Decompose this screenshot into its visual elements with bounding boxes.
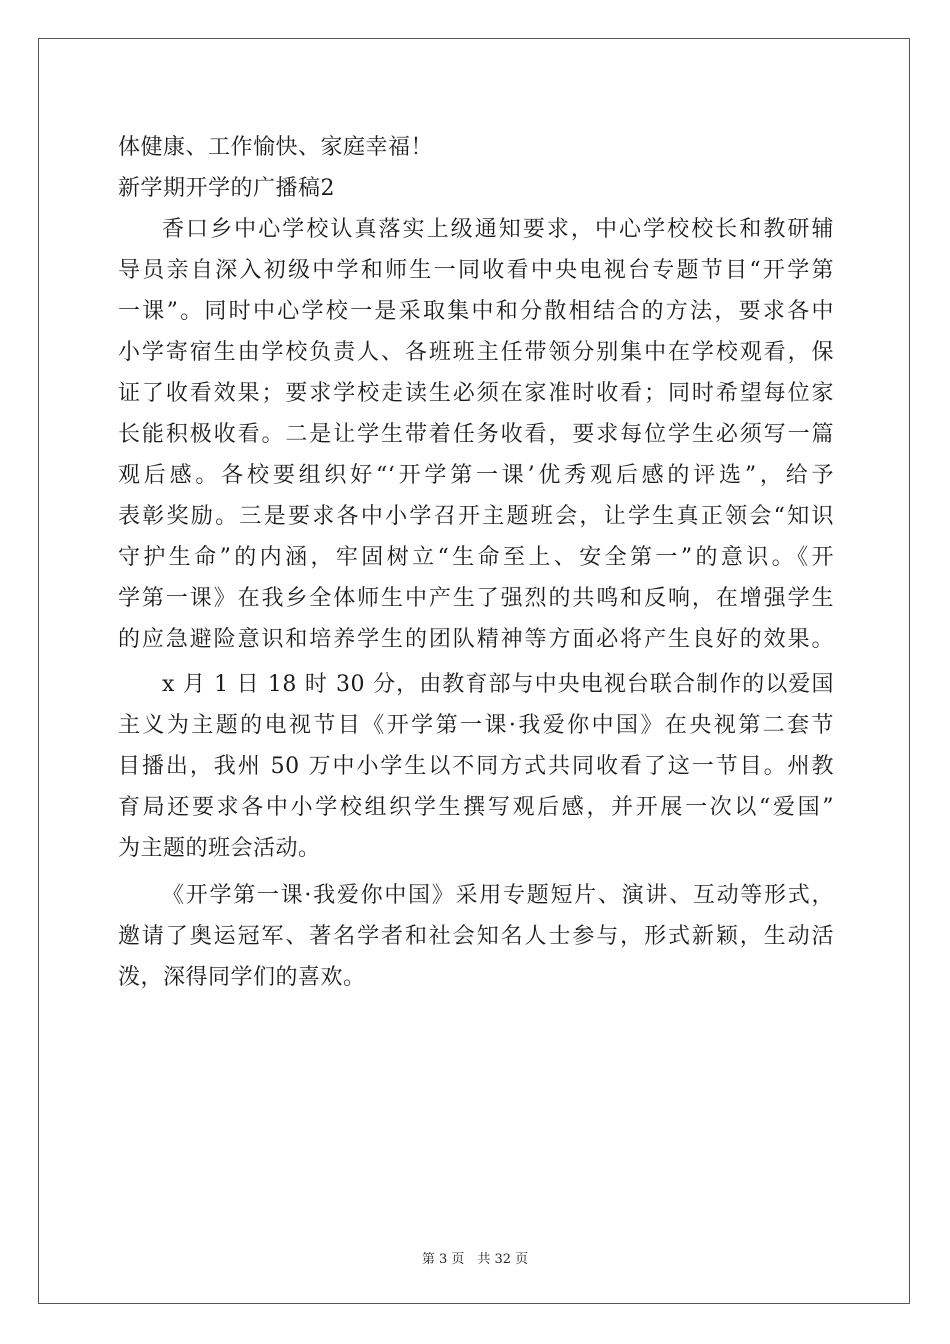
paragraph-line: 一课”。同时中心学校一是采取集中和分散相结合的方法，要求各中 [118, 299, 834, 324]
lead-line: 体健康、工作愉快、家庭幸福！ [118, 135, 434, 160]
paragraph-line: x 月 1 日 18 时 30 分，由教育部与中央电视台联合制作的以爱国 [162, 672, 834, 697]
paragraph-line: 表彰奖励。三是要求各中小学召开主题班会，让学生真正领会“知识 [118, 504, 834, 529]
paragraph-line: 香口乡中心学校认真落实上级通知要求，中心学校校长和教研辅 [162, 217, 834, 242]
paragraph-line: 导员亲自深入初级中学和师生一同收看中央电视台专题节目“开学第 [118, 258, 834, 283]
paragraph-line: 观后感。各校要组织好“‘开学第一课’优秀观后感的评选”，给予 [118, 463, 834, 488]
paragraph-line: 的应急避险意识和培养学生的团队精神等方面必将产生良好的效果。 [118, 627, 834, 652]
paragraph-line: 守护生命”的内涵，牢固树立“生命至上、安全第一”的意识。《开 [118, 545, 834, 570]
paragraph-line: 证了收看效果；要求学校走读生必须在家准时收看；同时希望每位家 [118, 381, 834, 406]
paragraph-2 [118, 664, 834, 869]
document-body [118, 127, 834, 998]
paragraph-line: 主义为主题的电视节目《开学第一课·我爱你中国》在央视第二套节 [118, 713, 834, 738]
paragraph-3 [118, 875, 834, 998]
paragraph-line: 长能积极收看。二是让学生带着任务收看，要求每位学生必须写一篇 [118, 422, 834, 447]
paragraph-line: 学第一课》在我乡全体师生中产生了强烈的共鸣和反响，在增强学生 [118, 586, 834, 611]
page-number: 第 3 页 共 32 页 [421, 1252, 529, 1267]
paragraph-line: 目播出，我州 50 万中小学生以不同方式共同收看了这一节目。州教 [118, 754, 834, 779]
paragraph-line: 泼，深得同学们的喜欢。 [118, 965, 366, 990]
paragraph-line: 邀请了奥运冠军、著名学者和社会知名人士参与，形式新颖，生动活 [118, 924, 834, 949]
paragraph-line: 《开学第一课·我爱你中国》采用专题短片、演讲、互动等形式， [162, 883, 834, 908]
section-heading: 新学期开学的广播稿2 [118, 176, 335, 201]
paragraph-line: 为主题的班会活动。 [118, 836, 321, 861]
paragraph-line: 育局还要求各中小学校组织学生撰写观后感，并开展一次以“爱国” [118, 795, 834, 820]
paragraph-line: 小学寄宿生由学校负责人、各班班主任带领分别集中在学校观看，保 [118, 340, 834, 365]
paragraph-1 [118, 209, 834, 660]
